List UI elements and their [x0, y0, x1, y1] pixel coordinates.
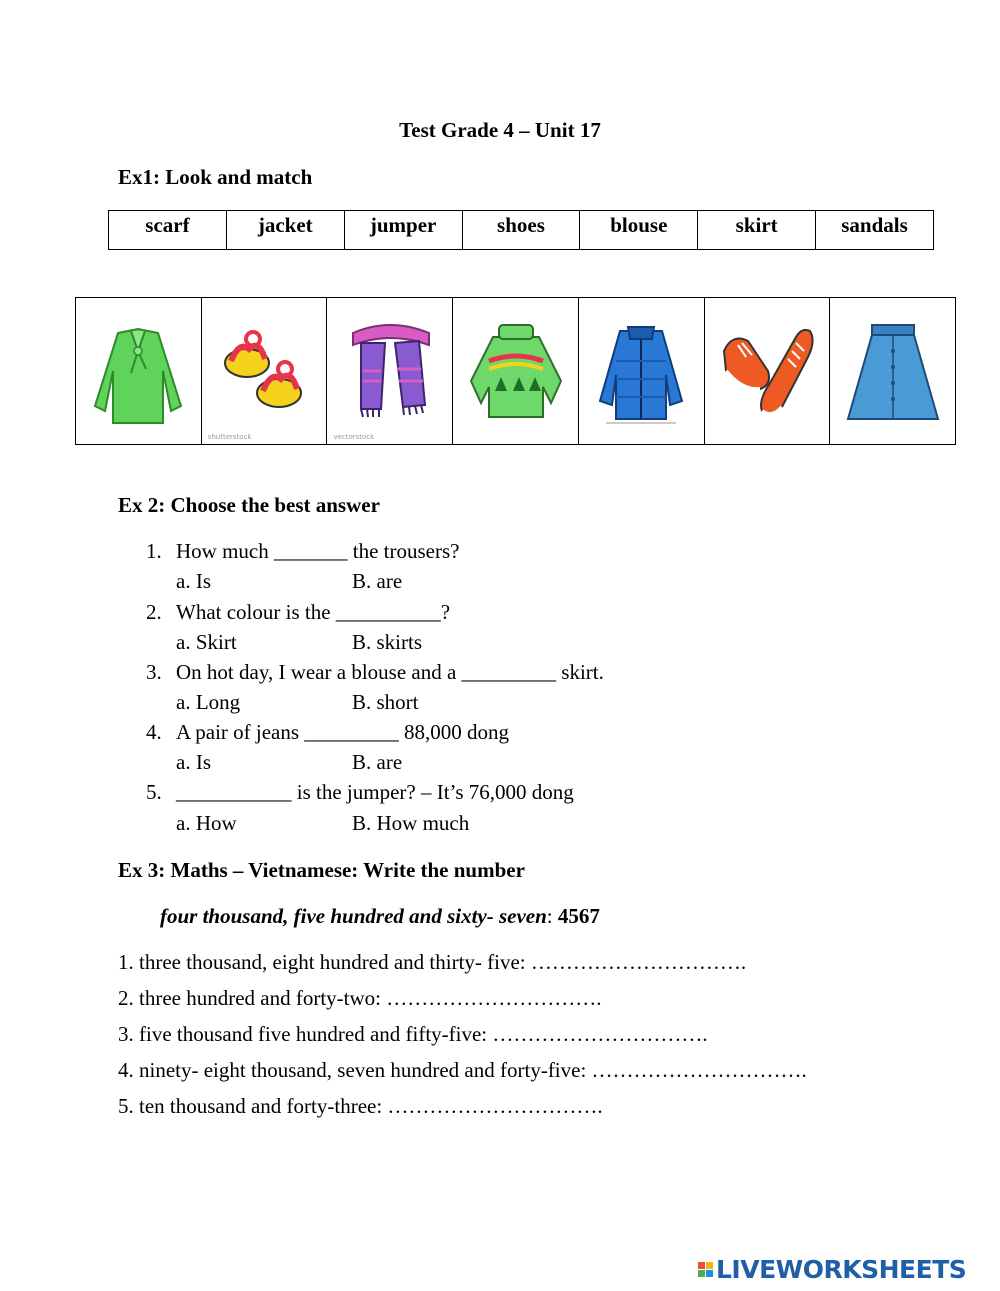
word-bank-cell[interactable]: shoes [462, 211, 580, 250]
jumper-image [461, 311, 571, 431]
picture-cell-jacket[interactable] [579, 298, 705, 444]
question-text: On hot day, I wear a blouse and a _________ skirt. [176, 660, 604, 684]
option-b[interactable]: B. are [352, 569, 403, 593]
option-b[interactable]: B. short [352, 690, 419, 714]
option-a[interactable]: a. Long [176, 690, 241, 714]
option-a[interactable]: a. Skirt [176, 630, 237, 654]
image-watermark: shutterstock [207, 433, 252, 441]
question-text: ___________ is the jumper? – It’s 76,000 dong [176, 780, 574, 804]
logo-square [706, 1270, 713, 1277]
picture-cell-sandals[interactable] [202, 298, 328, 444]
skirt-image [838, 311, 948, 431]
ex3-heading: Ex 3: Maths – Vietnamese: Write the number [118, 858, 525, 882]
shoes-image [712, 311, 822, 431]
number-item-3[interactable]: 3. five thousand five hundred and fifty-five: …………………………. [118, 1022, 708, 1046]
sandals-image [209, 311, 319, 431]
option-b[interactable]: B. skirts [352, 630, 423, 654]
option-b[interactable]: B. are [352, 750, 403, 774]
option-a[interactable]: a. Is [176, 569, 211, 593]
picture-strip [75, 297, 956, 445]
picture-cell-jumper[interactable] [453, 298, 579, 444]
question-4 [146, 720, 509, 745]
liveworksheets-logo [698, 1255, 966, 1284]
ex2-heading: Ex 2: Choose the best answer [118, 493, 380, 517]
example-number: 4567 [557, 904, 600, 928]
picture-cell-scarf[interactable] [327, 298, 453, 444]
example-words: four thousand, five hundred and sixty- seven [160, 904, 547, 928]
option-a[interactable]: a. How [176, 811, 237, 835]
question-number: 4. [146, 720, 162, 744]
brand-name: LIVEWORKSHEETS [716, 1255, 967, 1284]
number-item-4[interactable]: 4. ninety- eight thousand, seven hundred and forty-five: …………………………. [118, 1058, 807, 1082]
word-bank-cell[interactable]: scarf [109, 211, 227, 250]
question-text: How much _______ the trousers? [176, 539, 460, 563]
blouse-image [83, 311, 193, 431]
question-number: 3. [146, 660, 162, 684]
number-item-2[interactable]: 2. three hundred and forty-two: …………………………. [118, 986, 602, 1010]
logo-square [698, 1270, 705, 1277]
word-bank-table [108, 210, 934, 250]
ex1-heading: Ex1: Look and match [118, 165, 313, 189]
jacket-image [586, 311, 696, 431]
question-number: 2. [146, 600, 162, 624]
example-separator: : [546, 904, 558, 928]
question-number: 1. [146, 539, 162, 563]
number-item-5[interactable]: 5. ten thousand and forty-three: …………………………. [118, 1094, 603, 1118]
picture-cell-skirt[interactable] [830, 298, 955, 444]
image-watermark: vectorstock [333, 433, 375, 441]
number-item-1[interactable]: 1. three thousand, eight hundred and thirty- five: …………………………. [118, 950, 747, 974]
question-text: A pair of jeans _________ 88,000 dong [176, 720, 510, 744]
page-title: Test Grade 4 – Unit 17 [399, 118, 601, 142]
word-bank-cell[interactable]: sandals [816, 211, 934, 250]
word-bank-cell[interactable]: blouse [580, 211, 698, 250]
word-bank-cell[interactable]: skirt [698, 211, 816, 250]
word-bank-cell[interactable]: jumper [344, 211, 462, 250]
brand-logo-icon [698, 1262, 713, 1277]
logo-square [706, 1262, 713, 1269]
ex3-example [160, 904, 600, 929]
question-text: What colour is the __________? [176, 600, 451, 624]
picture-cell-shoes[interactable] [705, 298, 831, 444]
question-number: 5. [146, 780, 162, 804]
picture-cell-blouse[interactable] [76, 298, 202, 444]
question-2 [146, 600, 450, 625]
question-3 [146, 660, 604, 685]
word-bank-cell[interactable]: jacket [226, 211, 344, 250]
logo-square [698, 1262, 705, 1269]
question-5 [146, 780, 574, 805]
option-a[interactable]: a. Is [176, 750, 211, 774]
option-b[interactable]: B. How much [352, 811, 470, 835]
question-1 [146, 539, 459, 564]
scarf-image [335, 311, 445, 431]
